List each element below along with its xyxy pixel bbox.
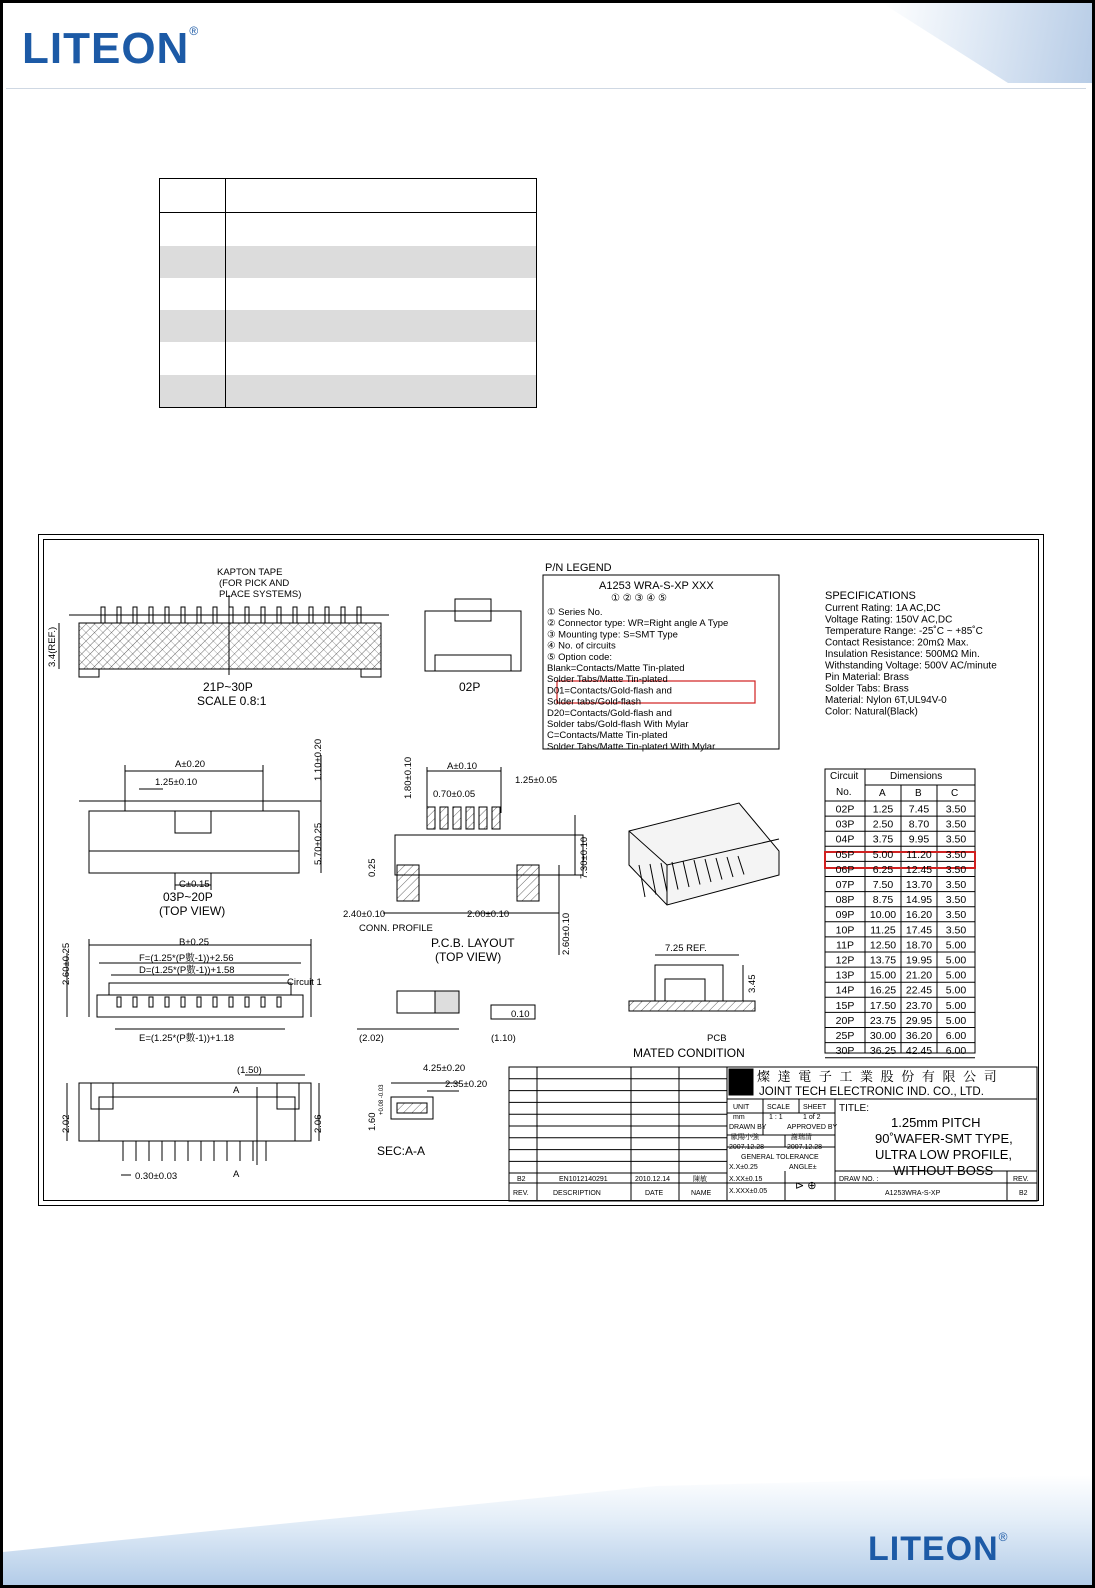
tb-scale-head: SCALE xyxy=(767,1104,790,1111)
dimtable-cell: 6.00 xyxy=(945,1045,967,1058)
dimtable-col-head: B xyxy=(915,788,922,799)
engineering-drawing xyxy=(38,534,1044,1206)
dimtable-cell: 15P xyxy=(835,999,855,1012)
label-formula-f: F=(1.25*(P數-1))+2.56 xyxy=(139,953,234,964)
legend-line: Solder Tabs/Matte Tin-plated With Mylar xyxy=(547,741,716,753)
label-180-010: 1.80±0.10 xyxy=(403,756,414,799)
dimtable-cell: 3.50 xyxy=(945,879,967,891)
tb-head-name: NAME xyxy=(691,1190,712,1197)
label-sec-aa: SEC:A-A xyxy=(377,1144,426,1158)
dimtable-header-circuit: Circuit xyxy=(830,771,859,782)
label-top-view: (TOP VIEW) xyxy=(159,904,226,918)
label-010: 0.10 xyxy=(511,1009,530,1020)
tb-drawn: 歐陽小強 xyxy=(731,1134,759,1141)
tb-title-1: 1.25mm PITCH xyxy=(891,1115,981,1130)
company-name-cn: 燦 達 電 子 工 業 股 份 有 限 公 司 xyxy=(757,1069,999,1084)
label-b025: B±0.25 xyxy=(179,937,210,948)
legend-line: Solder tabs/Gold-flash xyxy=(547,696,641,708)
label-mated: MATED CONDITION xyxy=(633,1046,745,1060)
legend-line: D01=Contacts/Gold-flash and xyxy=(547,685,672,697)
legend-line: ⑤ Option code: xyxy=(547,651,613,663)
dimtable-cell: 03P xyxy=(835,818,855,831)
legend-title: P/N LEGEND xyxy=(545,562,612,574)
dimtable-cell: 07P xyxy=(835,879,855,891)
label-570-025: 5.70±0.25 xyxy=(313,822,324,865)
dimtable-cell: 17.50 xyxy=(869,999,897,1012)
spec-line: Color: Natural(Black) xyxy=(825,706,918,718)
tb-head-date: DATE xyxy=(645,1190,664,1197)
dimtable-cell: 3.50 xyxy=(945,863,967,876)
dimtable-cell: 05P xyxy=(835,848,855,861)
dimtable-cell: 5.00 xyxy=(945,969,967,982)
tb-title-4: WITHOUT BOSS xyxy=(893,1163,994,1178)
label-125-010: 1.25±0.10 xyxy=(155,777,198,788)
legend-line: ② Connector type: WR=Right angle A Type xyxy=(547,618,729,630)
label-circuit1: Circuit 1 xyxy=(287,977,322,988)
label-view-02p: 02P xyxy=(459,680,481,694)
dimtable-cell: 9.95 xyxy=(908,833,930,846)
dimtable-cell: 16.20 xyxy=(905,909,933,922)
tb-angle: ANGLE± xyxy=(789,1164,817,1171)
label-2p06: 2.06 xyxy=(313,1114,324,1133)
liteon-logo-top: LITEON® xyxy=(22,24,200,73)
dimtable-cell: 3.50 xyxy=(945,818,967,831)
label-110: (1.10) xyxy=(491,1033,516,1044)
tb-tolerance-head: GENERAL TOLERANCE xyxy=(741,1154,819,1161)
dimtable-cell: 5.00 xyxy=(872,848,894,861)
dimtable-cell: 08P xyxy=(835,894,855,907)
dimtable-col-head: A xyxy=(879,788,886,799)
dimtable-cell: 10.00 xyxy=(869,909,897,922)
tb-rev-row-desc: EN1012140291 xyxy=(559,1176,608,1183)
tb-rev-row-date: 2010.12.14 xyxy=(635,1176,671,1183)
spec-line: Temperature Range: -25˚C ~ +85˚C xyxy=(825,626,983,637)
label-725-ref: 7.25 REF. xyxy=(665,943,707,954)
dimtable-cell: 2.50 xyxy=(872,818,894,831)
tb-sheet: 1 of 2 xyxy=(803,1114,821,1121)
dimtable-cell: 17.45 xyxy=(905,924,933,937)
dimtable-cell: 18.70 xyxy=(905,939,933,952)
label-ref-34: 3.4(REF.) xyxy=(47,626,58,667)
label-260-025: 2.60±0.25 xyxy=(61,942,72,985)
tb-tol-3: X.XXX±0.05 xyxy=(729,1188,768,1195)
label-scale: SCALE 0.8:1 xyxy=(197,694,267,708)
spec-line: Material: Nylon 6T,UL94V-0 xyxy=(825,695,947,706)
label-260-010: 2.60±0.10 xyxy=(561,912,572,955)
dimtable-cell: 36.25 xyxy=(869,1045,897,1058)
dimtable-cell: 13.75 xyxy=(869,954,897,967)
dimtable-cell: 8.70 xyxy=(908,818,930,831)
label-sec-a-bottom: A xyxy=(233,1169,240,1180)
tb-scale: 1 : 1 xyxy=(769,1114,783,1121)
label-view-21p: 21P~30P xyxy=(203,680,253,694)
dimtable-cell: 42.45 xyxy=(905,1045,933,1058)
label-2p02: 2.02 xyxy=(61,1114,72,1133)
header-rule xyxy=(6,88,1086,89)
tb-head-desc: DESCRIPTION xyxy=(553,1190,601,1197)
dimtable-cell: 1.25 xyxy=(872,803,894,816)
dimtable-cell: 11.25 xyxy=(870,924,896,937)
legend-markers: ① ② ③ ④ ⑤ xyxy=(611,593,667,604)
label-235-020: 2.35±0.20 xyxy=(445,1079,488,1090)
dimtable-cell: 14P xyxy=(835,984,855,997)
tb-rev-head: REV. xyxy=(1013,1176,1029,1183)
legend-line: ③ Mounting type: S=SMT Type xyxy=(547,629,678,641)
dimtable-cell: 36.20 xyxy=(905,1030,933,1042)
tb-approved-date: 2007.12.28 xyxy=(787,1144,823,1151)
label-pcb-top-view: (TOP VIEW) xyxy=(435,950,502,964)
dimtable-col-head: C xyxy=(951,788,959,799)
dimtable-cell: 21.20 xyxy=(905,969,933,982)
spec-line: Insulation Resistance: 500MΩ Min. xyxy=(825,649,980,660)
dimtable-header-dimensions: Dimensions xyxy=(890,771,943,782)
liteon-logo-bottom: LITEON® xyxy=(868,1530,1009,1568)
dimtable-cell: 11.20 xyxy=(906,848,932,861)
tb-rev-row-name: 陳敏 xyxy=(693,1176,707,1183)
dimtable-cell: 13P xyxy=(835,969,855,982)
dimtable-cell: 6.00 xyxy=(945,1030,967,1042)
label-730-010: 7.30±0.10 xyxy=(579,836,590,879)
tb-approved: 謝瑞清 xyxy=(791,1134,812,1141)
dimtable-cell: 11P xyxy=(836,939,854,952)
dimtable-cell: 5.00 xyxy=(945,1014,967,1027)
label-025: 0.25 xyxy=(367,858,378,877)
tb-approved-head: APPROVED BY xyxy=(787,1124,838,1131)
legend-line: ① Series No. xyxy=(547,607,603,618)
dimtable-cell: 29.95 xyxy=(905,1014,933,1027)
label-c015: C±0.15 xyxy=(179,879,210,890)
dimtable-cell: 8.75 xyxy=(872,894,894,907)
dimtable-cell: 20P xyxy=(835,1014,855,1027)
spec-line: Withstanding Voltage: 500V AC/minute xyxy=(825,660,997,672)
dimtable-cell: 23.70 xyxy=(905,999,933,1012)
legend-line: Blank=Contacts/Matte Tin-plated xyxy=(547,663,685,674)
dimtable-cell: 30.00 xyxy=(869,1030,897,1042)
dimtable-cell: 7.50 xyxy=(872,879,894,891)
legend-part: A1253 WRA-S-XP XXX xyxy=(599,580,714,592)
legend-line: C=Contacts/Matte Tin-plated xyxy=(547,730,668,742)
tb-drawn-head: DRAWN BY xyxy=(729,1124,767,1131)
label-240-010: 2.40±0.10 xyxy=(343,909,386,920)
label-a010: A±0.10 xyxy=(447,761,478,772)
label-sec-a-top: A xyxy=(233,1085,240,1096)
label-070-005: 0.70±0.05 xyxy=(433,789,476,800)
dimtable-cell: 02P xyxy=(835,803,855,816)
dimtable-cell: 15.00 xyxy=(869,969,897,982)
label-202: (2.02) xyxy=(359,1033,384,1044)
dimtable-cell: 12.50 xyxy=(869,939,897,952)
dimtable-cell: 04P xyxy=(835,833,855,846)
tb-tol-1: X.X±0.25 xyxy=(729,1164,758,1171)
label-pcb-layout: P.C.B. LAYOUT xyxy=(431,936,515,950)
dimtable-cell: 3.50 xyxy=(945,848,967,861)
tb-sheet-head: SHEET xyxy=(803,1104,827,1111)
dimtable-header-no: No. xyxy=(836,787,852,798)
dimtable-cell: 7.45 xyxy=(908,803,930,816)
label-conn-profile: CONN. PROFILE xyxy=(359,923,433,934)
dimtable-cell: 13.70 xyxy=(905,879,933,891)
dimtable-cell: 19.95 xyxy=(905,954,933,967)
tb-head-rev: REV. xyxy=(513,1190,529,1197)
label-formula-d: D=(1.25*(P數-1))+1.58 xyxy=(139,965,235,976)
label-a020: A±0.20 xyxy=(175,759,206,770)
blank-table xyxy=(159,178,537,408)
legend-line: Solder tabs/Gold-flash With Mylar xyxy=(547,719,689,730)
dimtable-cell: 5.00 xyxy=(945,939,967,952)
label-view-03p: 03P~20P xyxy=(163,890,213,904)
spec-line: Current Rating: 1A AC,DC xyxy=(825,603,941,614)
dimtable-cell: 12.45 xyxy=(905,863,933,876)
tb-title-head: TITLE: xyxy=(839,1103,870,1114)
tb-tol-2: X.XX±0.15 xyxy=(729,1176,763,1183)
spec-line: Contact Resistance: 20mΩ Max. xyxy=(825,637,969,649)
label-200-010: 2.00±0.10 xyxy=(467,909,510,920)
label-160: 1.60 xyxy=(367,1112,378,1131)
label-150: (1.50) xyxy=(237,1065,262,1076)
tb-drawno-head: DRAW NO. : xyxy=(839,1176,879,1183)
company-name-en: JOINT TECH ELECTRONIC IND. CO., LTD. xyxy=(759,1086,984,1098)
dimtable-cell: 22.45 xyxy=(905,984,933,997)
tb-rev: B2 xyxy=(1019,1190,1028,1197)
legend-line: ④ No. of circuits xyxy=(547,640,616,652)
dimtable-cell: 12P xyxy=(835,954,855,967)
label-030-003: 0.30±0.03 xyxy=(135,1171,178,1182)
dimtable-cell: 23.75 xyxy=(869,1014,897,1027)
spec-line: Voltage Rating: 150V AC,DC xyxy=(825,614,953,626)
dimtable-cell: 3.50 xyxy=(945,909,967,922)
dimtable-cell: 16.25 xyxy=(869,984,897,997)
dimtable-cell: 3.75 xyxy=(872,833,894,846)
dimtable-cell: 06P xyxy=(835,863,855,876)
specs-title: SPECIFICATIONS xyxy=(825,590,916,602)
dimtable-cell: 10P xyxy=(835,924,855,937)
dimtable-cell: 6.25 xyxy=(872,863,894,876)
tb-unit-head: UNIT xyxy=(733,1104,750,1111)
tb-unit: mm xyxy=(733,1114,745,1121)
spec-line: Pin Material: Brass xyxy=(825,672,909,683)
dimtable-cell: 3.50 xyxy=(945,803,967,816)
tb-title-2: 90˚WAFER-SMT TYPE, xyxy=(875,1131,1013,1146)
label-345: 3.45 xyxy=(747,974,758,993)
label-110-020: 1.10±0.20 xyxy=(313,738,324,781)
tb-rev-row-rev: B2 xyxy=(517,1176,526,1183)
dimtable-cell: 5.00 xyxy=(945,999,967,1012)
dimtable-cell: 5.00 xyxy=(945,984,967,997)
label-kapton-1: KAPTON TAPE xyxy=(217,567,283,578)
dimtable-cell: 3.50 xyxy=(945,924,967,937)
label-425-020: 4.25±0.20 xyxy=(423,1063,466,1074)
legend-line: Solder Tabs/Matte Tin-plated xyxy=(547,674,668,686)
tb-projection-symbol: ⊳ ⊕ xyxy=(795,1180,817,1192)
label-kapton-3: PLACE SYSTEMS) xyxy=(219,589,302,600)
dimtable-cell: 25P xyxy=(835,1030,855,1042)
label-125-005: 1.25±0.05 xyxy=(515,775,558,786)
dimtable-cell: 14.95 xyxy=(905,894,933,907)
tb-drawno: A1253WRA-S-XP xyxy=(885,1190,941,1197)
dimtable-cell: 09P xyxy=(835,909,855,922)
label-formula-e: E=(1.25*(P數-1))+1.18 xyxy=(139,1033,235,1044)
tb-drawn-date: 2007.12.28 xyxy=(729,1144,765,1151)
legend-line: D20=Contacts/Gold-flash and xyxy=(547,707,672,719)
label-tol-008: +0.08 -0.03 xyxy=(379,1084,385,1115)
drawing-canvas xyxy=(39,535,1043,1205)
dimtable-cell: 5.00 xyxy=(945,954,967,967)
label-kapton-2: (FOR PICK AND xyxy=(219,578,290,589)
dimtable-cell: 3.50 xyxy=(945,833,967,846)
label-pcb: PCB xyxy=(707,1033,727,1044)
tb-title-3: ULTRA LOW PROFILE, xyxy=(875,1147,1013,1162)
dimtable-cell: 3.50 xyxy=(945,894,967,907)
dimtable-cell: 30P xyxy=(835,1045,855,1058)
spec-line: Solder Tabs: Brass xyxy=(825,683,909,695)
